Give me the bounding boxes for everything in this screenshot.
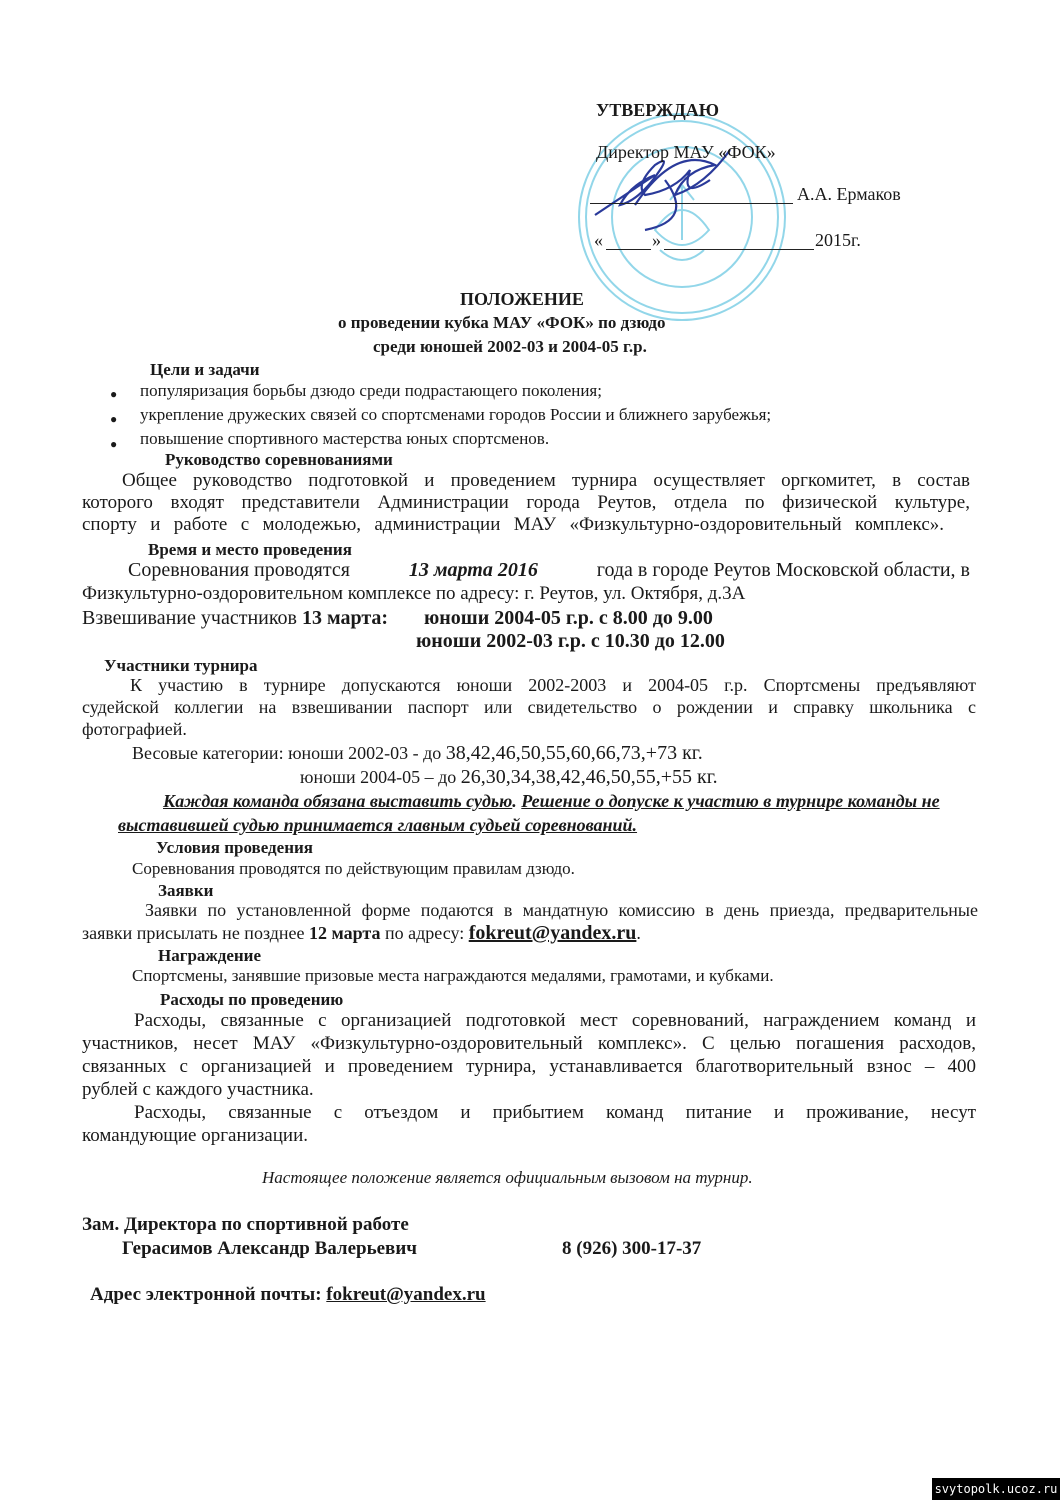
venue-address: Физкультурно-оздоровительном комплексе по адресу: г. Реутов, ул. Октября, д.3А (82, 583, 746, 604)
time-place-title: Время и место проведения (148, 540, 352, 559)
deputy-name: Герасимов Александр Валерьевич (122, 1238, 417, 1259)
conditions-text: Соревнования проводятся по действующим правилам дзюдо. (132, 859, 575, 878)
goal-item: укрепление дружеских связей со спортсменами городов России и ближнего зарубежья; (140, 405, 772, 424)
applications-title: Заявки (158, 881, 214, 900)
bullet-icon: ● (110, 412, 118, 426)
goal-item: повышение спортивного мастерства юных спортсменов. (140, 429, 550, 448)
approval-position: Директор МАУ «ФОК» (596, 142, 776, 162)
management-title: Руководство соревнованиями (165, 450, 393, 469)
approval-title: УТВЕРЖДАЮ (596, 100, 720, 120)
date-quote-close: » (652, 230, 661, 250)
bullet-icon: ● (110, 437, 118, 451)
weigh-date: 13 марта: (302, 607, 389, 629)
expenses-line: связанных с организацией и проведением турнира, устанавливается благотворительный взнос – 400 (82, 1056, 976, 1077)
management-line: спорту и работе с молодежью, администрации МАУ «Физкультурно-оздоровительный комплекс». (82, 514, 944, 535)
notice-line-1 (163, 791, 940, 812)
goal-item: популяризация борьбы дзюдо среди подрастающего поколения; (140, 381, 602, 400)
notice-dot: . (512, 791, 517, 811)
event-date: 13 марта 2016 (408, 559, 538, 581)
bullet-icon: ● (110, 387, 118, 401)
time-place-text: Соревнования проводятся (128, 559, 350, 581)
participants-line-3: фотографией. (82, 719, 187, 739)
participants-title: Участники турнира (104, 656, 258, 675)
awards-text: Спортсмены, занявшие призовые места награждаются медалями, грамотами, и кубками. (132, 966, 774, 985)
date-day-line (606, 249, 651, 250)
expenses-line: участников, несет МАУ «Физкультурно-оздоровительный комплекс». С целью погашения расходов, (82, 1033, 976, 1054)
applications-line-2 (82, 922, 641, 945)
applications-text: по адресу: (384, 923, 465, 943)
time-place-text: года в городе Реутов Московской области, в (596, 559, 970, 581)
email-label: Адрес электронной почты: (90, 1284, 322, 1305)
weights-label: юноши 2004-05 – до (300, 767, 457, 787)
notice-admission: Решение о допуске к участию в турнире команды не (521, 791, 940, 811)
expenses-line: Расходы, связанные с организацией подготовкой мест соревнований, награждением команд и (134, 1010, 976, 1031)
deputy-title: Зам. Директора по спортивной работе (82, 1214, 409, 1235)
management-line: которого входят представители Администрации города Реутов, отдела по физической культуре, (82, 492, 970, 513)
document-subtitle-1: о проведении кубка МАУ «ФОК» по дзюдо (338, 313, 666, 332)
goals-title: Цели и задачи (150, 360, 260, 379)
weigh-group-2: юноши 2002-03 г.р. с 10.30 до 12.00 (416, 630, 725, 652)
awards-title: Награждение (158, 946, 262, 965)
applications-line-1: Заявки по установленной форме подаются в мандатную комиссию в день приезда, предварительные (145, 900, 978, 920)
contact-email-link[interactable]: fokreut@yandex.ru (326, 1284, 486, 1305)
notice-line-2: выставившей судью принимается главным судьей соревнований. (118, 815, 638, 835)
management-line: Общее руководство подготовкой и проведением турнира осуществляет оргкомитет, в состав (122, 470, 970, 491)
date-quote-open: « (594, 230, 603, 250)
weights-line-2 (300, 766, 718, 789)
applications-end: . (636, 923, 641, 943)
weights-label: Весовые категории: юноши 2002-03 - до (132, 743, 442, 763)
participants-line: К участию в турнире допускаются юноши 2002-2003 и 2004-05 г.р. Спортсмены предъявляют (130, 675, 976, 695)
expenses-title: Расходы по проведению (160, 990, 344, 1009)
expenses-line-5: Расходы, связанные с отъездом и прибытием команд питание и проживание, несут (134, 1102, 976, 1123)
participants-line: судейской коллегии на взвешивании паспорт или свидетельство о рождении и справку школьника с (82, 697, 976, 717)
date-month-line (664, 249, 814, 250)
applications-email-link[interactable]: fokreut@yandex.ru (468, 922, 637, 944)
contact-email-line (90, 1284, 486, 1306)
site-watermark: svytopolk.ucoz.ru (932, 1478, 1060, 1500)
weights-line-1 (132, 742, 703, 765)
weights-values: 38,42,46,50,55,60,66,73,+73 кг. (445, 742, 703, 764)
expenses-line-4: рублей с каждого участника. (82, 1079, 314, 1100)
approval-year: 2015г. (815, 230, 861, 250)
weigh-label (82, 607, 388, 630)
conditions-title: Условия проведения (156, 838, 313, 857)
closing-statement: Настоящее положение является официальным вызовом на турнир. (262, 1168, 753, 1187)
weights-values: 26,30,34,38,42,46,50,55,+55 кг. (460, 766, 718, 788)
applications-text: заявки присылать не позднее (82, 923, 305, 943)
signature-line (590, 203, 793, 204)
deputy-phone: 8 (926) 300-17-37 (562, 1238, 702, 1259)
applications-deadline: 12 марта (309, 923, 381, 943)
expenses-line-6: командующие организации. (82, 1125, 308, 1146)
weigh-group-1: юноши 2004-05 г.р. с 8.00 до 9.00 (424, 607, 713, 629)
weigh-text: Взвешивание участников (82, 607, 297, 629)
time-place-line-1 (128, 559, 970, 582)
document-subtitle-2: среди юношей 2002-03 и 2004-05 г.р. (373, 337, 647, 356)
notice-judge: Каждая команда обязана выставить судью (163, 791, 513, 811)
document-title: ПОЛОЖЕНИЕ (460, 289, 584, 309)
approval-name: А.А. Ермаков (797, 184, 901, 204)
